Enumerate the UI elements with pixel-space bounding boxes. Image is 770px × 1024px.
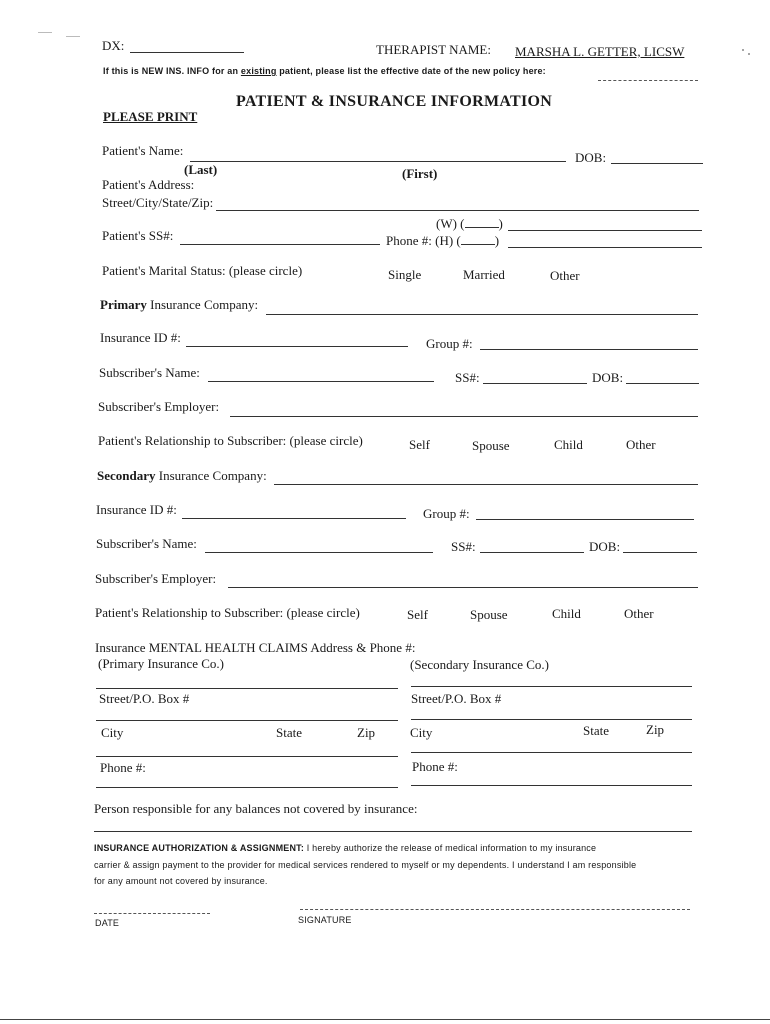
work-phone-field[interactable] xyxy=(508,230,702,231)
primary-subscriber-label: Subscriber's Name: xyxy=(99,365,200,380)
street-city-label: Street/City/State/Zip: xyxy=(102,195,214,210)
claims-primary-street-label: Street/P.O. Box # xyxy=(99,691,190,706)
secondary-subscriber-field[interactable] xyxy=(205,552,433,553)
scan-mark xyxy=(66,36,80,37)
secondary-ss-field[interactable] xyxy=(480,552,584,553)
secondary-employer-label: Subscriber's Employer: xyxy=(95,571,217,586)
patient-address-label: Patient's Address: xyxy=(102,177,195,192)
primary-subscriber-field[interactable] xyxy=(208,381,434,382)
secondary-employer-field[interactable] xyxy=(228,587,698,588)
claims-secondary-zip-label: Zip xyxy=(646,722,665,737)
claims-primary-zip-label: Zip xyxy=(357,725,376,740)
claims-primary-name-field[interactable] xyxy=(96,688,398,689)
scan-bottom-edge xyxy=(0,1019,770,1020)
primary-company-field[interactable] xyxy=(266,314,698,315)
claims-secondary-city-label: City xyxy=(410,725,433,740)
primary-id-label: Insurance ID #: xyxy=(100,330,181,345)
marital-option-married[interactable]: Married xyxy=(463,267,505,282)
primary-group-field[interactable] xyxy=(480,349,698,350)
date-field[interactable] xyxy=(94,913,210,914)
secondary-group-field[interactable] xyxy=(476,519,694,520)
claims-secondary-street-field[interactable] xyxy=(411,719,692,720)
primary-group-label: Group #: xyxy=(426,336,473,351)
effective-date-field[interactable] xyxy=(598,80,698,81)
patient-dob-field[interactable] xyxy=(611,163,703,164)
claims-secondary-street-label: Street/P.O. Box # xyxy=(411,691,502,706)
primary-relationship-label: Patient's Relationship to Subscriber: (please circle) xyxy=(98,433,363,448)
home-phone-field[interactable] xyxy=(508,247,702,248)
primary-dob-field[interactable] xyxy=(626,383,699,384)
authorization-line-1: INSURANCE AUTHORIZATION & ASSIGNMENT: I hereby authorize the release of medical information to my insurance xyxy=(94,843,597,853)
responsible-party-label: Person responsible for any balances not covered by insurance: xyxy=(94,801,418,816)
patient-ss-field[interactable] xyxy=(180,244,380,245)
scan-mark xyxy=(38,32,52,33)
patient-name-field[interactable] xyxy=(190,161,566,162)
secondary-rel-spouse[interactable]: Spouse xyxy=(470,607,508,622)
claims-primary-city-field[interactable] xyxy=(96,756,398,757)
primary-id-field[interactable] xyxy=(186,346,408,347)
secondary-ss-label: SS#: xyxy=(451,539,476,554)
scan-speck xyxy=(748,53,750,55)
secondary-rel-child[interactable]: Child xyxy=(552,606,581,621)
patient-ss-label: Patient's SS#: xyxy=(102,228,174,243)
signature-label: SIGNATURE xyxy=(298,915,352,925)
responsible-party-field[interactable] xyxy=(94,831,692,832)
primary-employer-label: Subscriber's Employer: xyxy=(98,399,220,414)
primary-ss-label: SS#: xyxy=(455,370,480,385)
secondary-company-label: Secondary Insurance Company: xyxy=(97,468,267,483)
claims-secondary-label: (Secondary Insurance Co.) xyxy=(410,657,549,672)
claims-primary-label: (Primary Insurance Co.) xyxy=(98,656,224,671)
claims-primary-street-field[interactable] xyxy=(96,720,398,721)
primary-company-label: Primary Insurance Company: xyxy=(100,297,259,312)
secondary-group-label: Group #: xyxy=(423,506,470,521)
marital-option-single[interactable]: Single xyxy=(388,267,422,282)
therapist-name: MARSHA L. GETTER, LICSW xyxy=(515,44,685,59)
work-phone-label: (W) ( ) xyxy=(436,216,503,231)
secondary-subscriber-label: Subscriber's Name: xyxy=(96,536,197,551)
primary-rel-self[interactable]: Self xyxy=(409,437,430,452)
claims-heading: Insurance MENTAL HEALTH CLAIMS Address & Phone #: xyxy=(95,640,416,655)
claims-primary-city-label: City xyxy=(101,725,124,740)
claims-secondary-state-label: State xyxy=(583,723,609,738)
patient-dob-label: DOB: xyxy=(575,150,607,165)
page-title: PATIENT & INSURANCE INFORMATION xyxy=(236,93,553,110)
new-ins-note: If this is NEW INS. INFO for an existing patient, please list the effective date of the new policy here: xyxy=(103,66,546,76)
secondary-id-field[interactable] xyxy=(182,518,406,519)
secondary-rel-other[interactable]: Other xyxy=(624,606,654,621)
primary-rel-child[interactable]: Child xyxy=(554,437,583,452)
dx-label: DX: xyxy=(102,38,125,53)
claims-primary-state-label: State xyxy=(276,725,302,740)
please-print-label: PLEASE PRINT xyxy=(103,109,198,124)
secondary-relationship-label: Patient's Relationship to Subscriber: (please circle) xyxy=(95,605,360,620)
primary-rel-spouse[interactable]: Spouse xyxy=(472,438,510,453)
authorization-line-3: for any amount not covered by insurance. xyxy=(94,876,268,886)
patient-name-label: Patient's Name: xyxy=(102,143,184,158)
secondary-rel-self[interactable]: Self xyxy=(407,607,428,622)
secondary-dob-field[interactable] xyxy=(623,552,697,553)
last-name-caption: (Last) xyxy=(184,162,218,177)
claims-secondary-name-field[interactable] xyxy=(411,686,692,687)
claims-secondary-phone-field[interactable] xyxy=(411,785,692,786)
first-name-caption: (First) xyxy=(402,166,438,181)
dx-field[interactable] xyxy=(130,52,244,53)
marital-status-label: Patient's Marital Status: (please circle) xyxy=(102,263,303,278)
signature-field[interactable] xyxy=(300,909,690,910)
secondary-id-label: Insurance ID #: xyxy=(96,502,177,517)
secondary-company-field[interactable] xyxy=(274,484,698,485)
marital-option-other[interactable]: Other xyxy=(550,268,580,283)
primary-rel-other[interactable]: Other xyxy=(626,437,656,452)
date-label: DATE xyxy=(95,918,120,928)
primary-employer-field[interactable] xyxy=(230,416,698,417)
primary-dob-label: DOB: xyxy=(592,370,624,385)
secondary-dob-label: DOB: xyxy=(589,539,621,554)
claims-primary-phone-field[interactable] xyxy=(96,787,398,788)
claims-secondary-phone-label: Phone #: xyxy=(412,759,458,774)
claims-secondary-city-field[interactable] xyxy=(411,752,692,753)
authorization-line-2: carrier & assign payment to the provider for medical services rendered to myself or my dependents. I understand I am responsible xyxy=(94,860,637,870)
scan-speck xyxy=(742,49,744,51)
claims-primary-phone-label: Phone #: xyxy=(100,760,146,775)
patient-address-field[interactable] xyxy=(216,210,699,211)
home-phone-label: Phone #: (H) ( ) xyxy=(386,233,500,248)
therapist-label: THERAPIST NAME: xyxy=(376,42,491,57)
primary-ss-field[interactable] xyxy=(483,383,587,384)
